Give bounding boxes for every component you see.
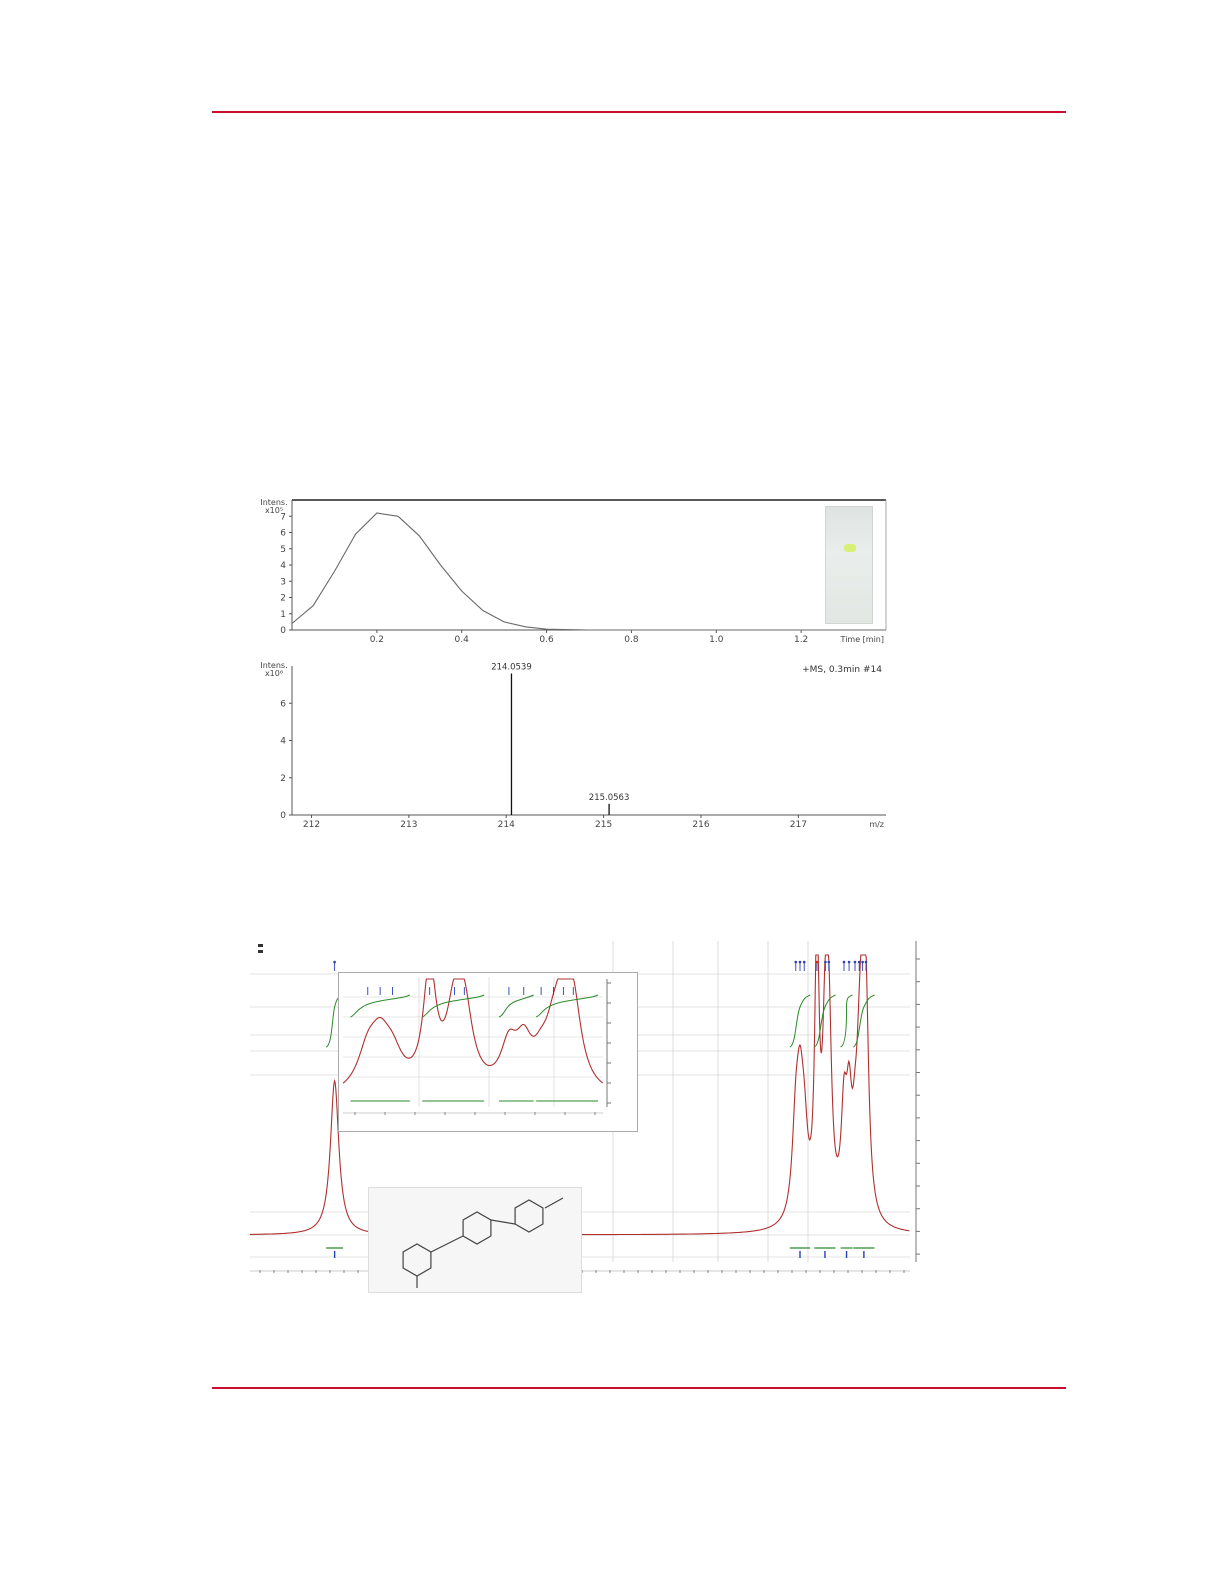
- chrom-y-tick-label: 3: [280, 577, 286, 588]
- nmr-peak-dot: [824, 961, 827, 964]
- ms-y-tick-label: 4: [280, 736, 286, 747]
- chrom-y-tick-label: 4: [280, 561, 286, 571]
- mass-spectrum-chart: [252, 660, 902, 830]
- nmr-integral-curve: [814, 995, 835, 1047]
- chrom-x-tick-label: 0.6: [539, 635, 554, 644]
- nmr-peak-dot: [843, 961, 846, 964]
- nmr-peak-dot: [803, 961, 806, 964]
- molecule-bond: [545, 1198, 563, 1208]
- molecule-bond: [491, 1220, 515, 1224]
- chrom-x-axis-title: Time [min]: [840, 635, 884, 644]
- nmr-inset-chart: [339, 973, 637, 1131]
- footer-rule: [212, 1387, 1066, 1389]
- chromatogram-chart: [252, 496, 902, 644]
- nmr-peak-dot: [848, 961, 851, 964]
- ms-scan-label: +MS, 0.3min #14: [802, 665, 882, 675]
- nmr-integral-curve: [841, 995, 853, 1047]
- chrom-x-tick-label: 0.8: [624, 635, 639, 644]
- chrom-x-tick-label: 0.2: [369, 635, 385, 644]
- ms-y-axis-title: Intens.: [260, 661, 288, 670]
- molecule-drawing: [369, 1188, 581, 1292]
- nmr-peak-dot: [854, 961, 857, 964]
- molecule-bond: [431, 1236, 463, 1252]
- ms-x-tick-label: 212: [302, 820, 321, 830]
- nmr-peak-dot: [816, 961, 819, 964]
- chrom-y-tick-label: 7: [280, 512, 286, 523]
- chrom-x-tick-label: 1.0: [709, 635, 724, 644]
- nmr-peak-dot: [865, 961, 868, 964]
- nmr-inset-integral-curve: [536, 995, 598, 1017]
- nmr-peak-dot: [333, 961, 336, 964]
- nmr-inset-integral-curve: [422, 995, 484, 1017]
- nmr-peak-dot: [861, 961, 864, 964]
- ms-x-tick-label: 213: [400, 820, 418, 830]
- chrom-y-axis-title: x10⁵: [264, 506, 284, 515]
- molecule-structure: [368, 1187, 582, 1293]
- chromatogram-panel: [252, 496, 902, 644]
- ms-x-tick-label: 215: [595, 820, 613, 830]
- ms-peak-label: 214.0539: [491, 662, 532, 673]
- header-rule: [212, 111, 1066, 113]
- nmr-inset-panel: [338, 972, 638, 1132]
- molecule-ring: [463, 1212, 491, 1244]
- ms-peak-label: 215.0563: [588, 792, 630, 803]
- nmr-peak-dot: [794, 961, 797, 964]
- nmr-integral-curve: [853, 995, 874, 1047]
- ms-x-tick-label: 217: [789, 820, 807, 830]
- nmr-legend-mark: [258, 944, 263, 947]
- chrom-trace: [292, 513, 886, 630]
- chrom-y-tick-label: 0: [280, 626, 286, 636]
- ms-y-axis-title: x10⁶: [264, 669, 284, 678]
- chrom-x-tick-label: 0.4: [454, 635, 469, 644]
- molecule-ring: [403, 1244, 431, 1276]
- chrom-y-tick-label: 6: [280, 528, 286, 539]
- chrom-x-tick-label: 1.2: [793, 635, 809, 644]
- nmr-legend-mark: [258, 950, 263, 953]
- ms-x-axis-title: m/z: [869, 820, 884, 829]
- chrom-y-tick-label: 5: [280, 544, 286, 555]
- nmr-inset-integral-curve: [350, 995, 409, 1017]
- sample-spot: [844, 544, 856, 552]
- sample-photo: [825, 506, 873, 624]
- ms-x-tick-label: 216: [692, 820, 710, 830]
- mass-spectrum-panel: [252, 660, 902, 830]
- chrom-y-tick-label: 1: [280, 609, 286, 620]
- nmr-peak-dot: [858, 961, 861, 964]
- chrom-y-axis-title: Intens.: [260, 498, 288, 507]
- ms-y-tick-label: 6: [280, 699, 286, 710]
- molecule-ring: [515, 1200, 543, 1232]
- ms-y-tick-label: 2: [280, 773, 286, 784]
- chrom-y-tick-label: 2: [280, 593, 286, 604]
- nmr-peak-dot: [827, 961, 830, 964]
- nmr-peak-dot: [799, 961, 802, 964]
- nmr-inset-integral-curve: [499, 995, 534, 1017]
- nmr-integral-curve: [790, 995, 810, 1047]
- ms-x-tick-label: 214: [497, 820, 515, 830]
- ms-y-tick-label: 0: [280, 811, 286, 821]
